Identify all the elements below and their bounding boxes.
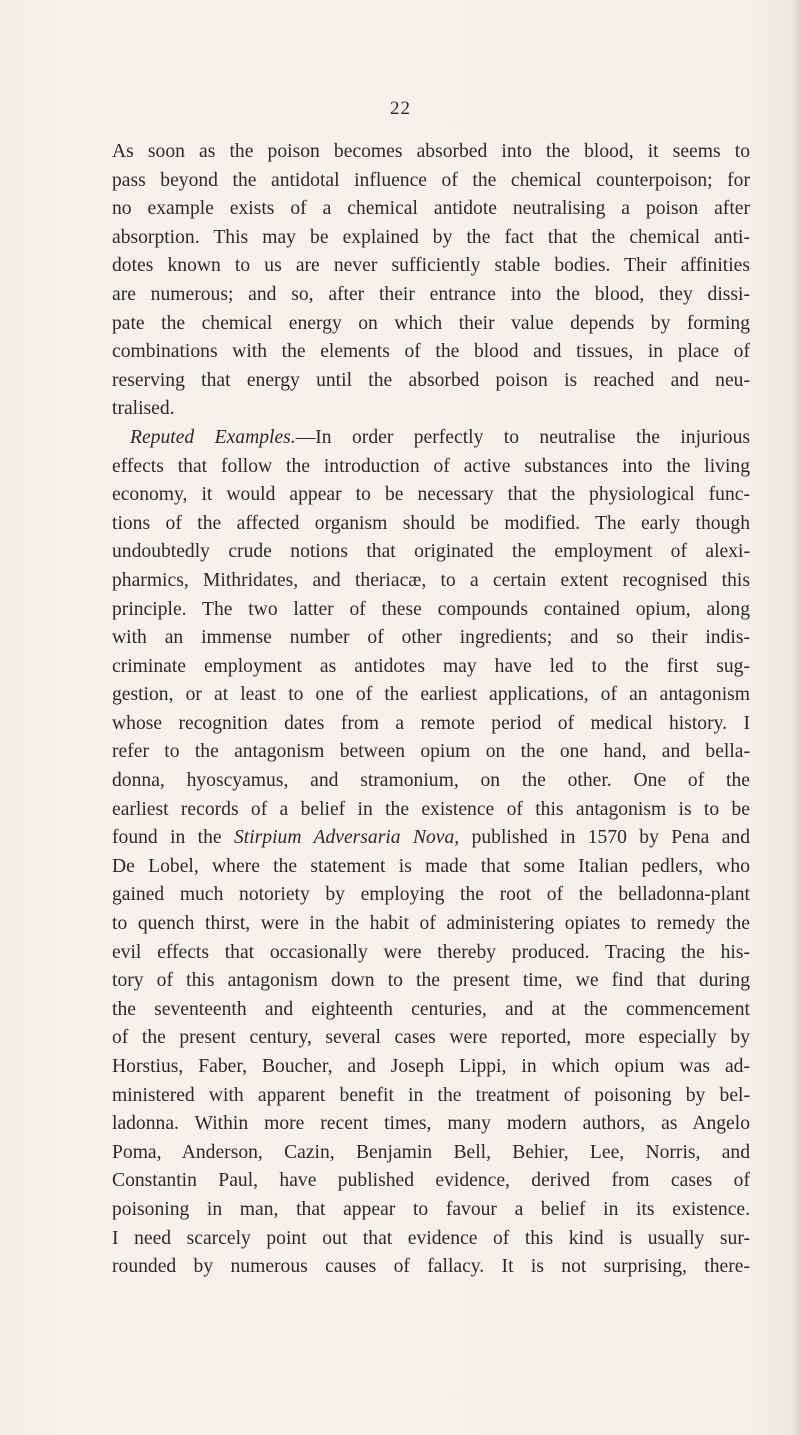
text-line: evil effects that occasionally were thereby produced. Tracing the his- — [112, 941, 750, 963]
book-title: Stirpium Adversaria Nova, — [234, 827, 460, 849]
text-line — [112, 824, 750, 853]
text-line: rounded by numerous causes of fallacy. It is not surprising, there- — [112, 1256, 750, 1278]
text-line: Poma, Anderson, Cazin, Benjamin Bell, Behier, Lee, Norris, and — [112, 1141, 750, 1163]
text-line: principle. The two latter of these compounds contained opium, along — [112, 598, 750, 620]
page-number: 22 — [390, 98, 411, 119]
text-line: absorption. This may be explained by the fact that the chemical anti- — [112, 226, 750, 248]
text-line: Constantin Paul, have published evidence, derived from cases of — [112, 1170, 750, 1192]
text-line: effects that follow the introduction of active substances into the living — [112, 455, 750, 477]
text-run: found in the — [112, 827, 234, 849]
text-line: with an immense number of other ingredients; and so their indis- — [112, 627, 750, 649]
text-line: no example exists of a chemical antidote neutralising a poison after — [112, 198, 750, 220]
paragraph-reputed-examples — [112, 424, 750, 1282]
text-line: De Lobel, where the statement is made that some Italian pedlers, who — [112, 855, 750, 877]
text-line: I need scarcely point out that evidence of this kind is usually sur- — [112, 1227, 750, 1249]
text-line: poisoning in man, that appear to favour a belief in its existence. — [112, 1198, 750, 1220]
body-text — [112, 138, 750, 1282]
text-line: reserving that energy until the absorbed poison is reached and neu- — [112, 369, 750, 391]
text-line: combinations with the elements of the blood and tissues, in place of — [112, 341, 750, 363]
text-line: donna, hyoscyamus, and stramonium, on the other. One of the — [112, 770, 750, 792]
text-line: gestion, or at least to one of the earliest applications, of an antagonism — [112, 684, 750, 706]
text-line — [112, 424, 750, 453]
text-line: whose recognition dates from a remote period of medical history. I — [112, 712, 750, 734]
text-run: —In order perfectly to neutralise the injurious — [295, 426, 750, 448]
text-line: are numerous; and so, after their entrance into the blood, they dissi- — [112, 283, 750, 305]
section-heading: Reputed Examples. — [130, 426, 296, 448]
text-line: pharmics, Mithridates, and theriacæ, to a certain extent recognised this — [112, 569, 750, 591]
text-line: refer to the antagonism between opium on the one hand, and bella- — [112, 741, 750, 763]
text-line: Horstius, Faber, Boucher, and Joseph Lippi, in which opium was ad- — [112, 1056, 750, 1077]
text-line: economy, it would appear to be necessary that the physiological func- — [112, 484, 750, 506]
text-line: dotes known to us are never sufficiently stable bodies. Their affinities — [112, 255, 750, 277]
text-line: gained much notoriety by employing the root of the belladonna-plant — [112, 884, 750, 906]
paragraph-absorption — [112, 138, 750, 424]
text-line: tralised. — [112, 398, 175, 420]
text-line: pate the chemical energy on which their value depends by forming — [112, 312, 750, 334]
text-line: ladonna. Within more recent times, many modern authors, as Angelo — [112, 1113, 750, 1135]
text-run: published in 1570 by Pena and — [459, 827, 750, 849]
text-line: earliest records of a belief in the existence of this antagonism is to be — [112, 798, 750, 820]
text-line: undoubtedly crude notions that originated the employment of alexi- — [112, 541, 750, 563]
text-line: to quench thirst, were in the habit of administering opiates to remedy the — [112, 913, 750, 935]
text-line: As soon as the poison becomes absorbed into the blood, it seems to — [112, 141, 750, 162]
text-line: pass beyond the antidotal influence of the chemical counterpoison; for — [112, 169, 750, 191]
text-line: tions of the affected organism should be modified. The early though — [112, 512, 750, 534]
text-line: the seventeenth and eighteenth centuries, and at the commencement — [112, 998, 750, 1020]
text-line: ministered with apparent benefit in the treatment of poisoning by bel- — [112, 1084, 750, 1106]
text-line: tory of this antagonism down to the present time, we find that during — [112, 970, 750, 992]
text-line: criminate employment as antidotes may have led to the first sug- — [112, 655, 750, 677]
page-edge-shadow — [791, 0, 801, 1435]
text-line: of the present century, several cases were reported, more especially by — [112, 1027, 750, 1049]
